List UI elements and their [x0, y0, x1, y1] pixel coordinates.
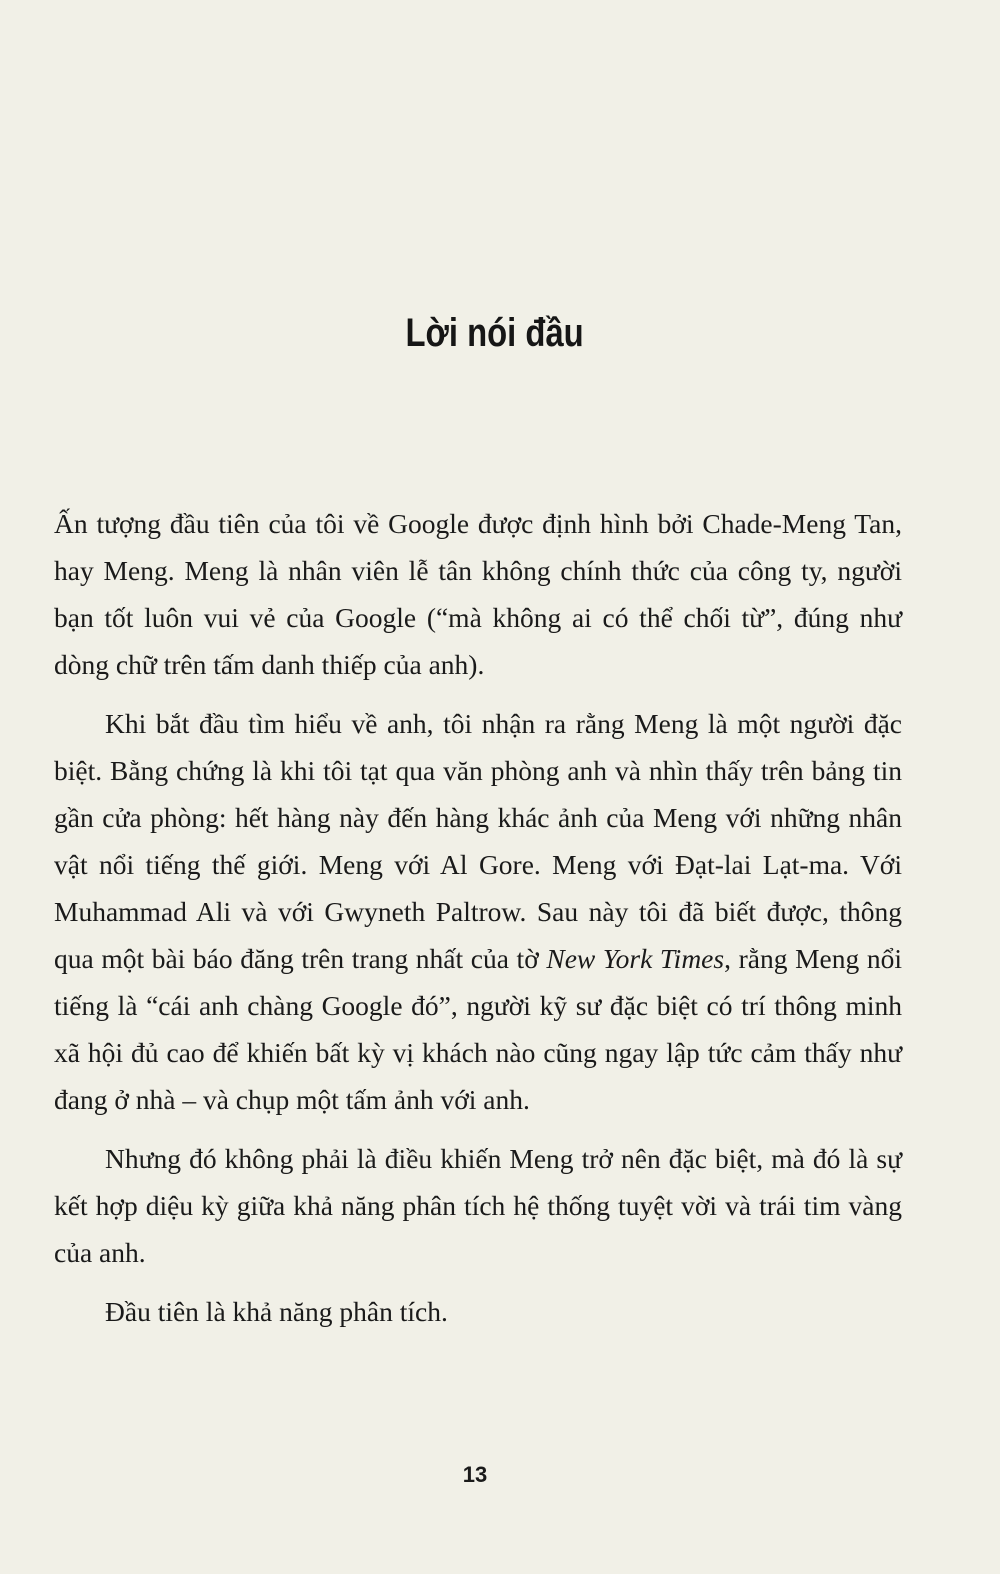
paragraph-3: Nhưng đó không phải là điều khiến Meng trở nên đặc biệt, mà đó là sự kết hợp diệu kỳ giữa khả năng phân tích hệ thống tuyệt vời và trái tim vàng của anh. [54, 1143, 902, 1268]
paragraph-2 [54, 700, 902, 1123]
paragraph-1: Ấn tượng đầu tiên của tôi về Google được định hình bởi Chade-Meng Tan, hay Meng. Meng là nhân viên lễ tân không chính thức của công ty, người bạn tốt luôn vui vẻ của Google (“mà không ai có thể chối từ”, đúng như dòng chữ trên tấm danh thiếp của anh). [54, 508, 902, 680]
paragraph-2-text-after: , rằng Meng nổi tiếng là “cái anh chàng Google đó”, người kỹ sư đặc biệt có trí thông minh xã hội đủ cao để khiến bất kỳ vị khách nào cũng ngay lập tức cảm thấy như đang ở nhà – và chụp một tấm ảnh với anh. [54, 943, 902, 1115]
newspaper-title: New York Times [546, 943, 725, 974]
page-title: Lời nói đầu [405, 310, 584, 355]
paragraph-2-text-before: Khi bắt đầu tìm hiểu về anh, tôi nhận ra rằng Meng là một người đặc biệt. Bằng chứng là khi tôi tạt qua văn phòng anh và nhìn thấy trên bảng tin gần cửa phòng: hết hàng này đến hàng khác ảnh của Meng với những nhân vật nổi tiếng thế giới. Meng với Al Gore. Meng với Đạt-lai Lạt-ma. Với Muhammad Ali và với Gwyneth Paltrow. Sau này tôi đã biết được, thông qua một bài báo đăng trên trang nhất của tờ [54, 708, 902, 974]
body-text [54, 500, 902, 1347]
page-number: 13 [462, 1462, 488, 1487]
paragraph-4: Đầu tiên là khả năng phân tích. [105, 1296, 448, 1327]
